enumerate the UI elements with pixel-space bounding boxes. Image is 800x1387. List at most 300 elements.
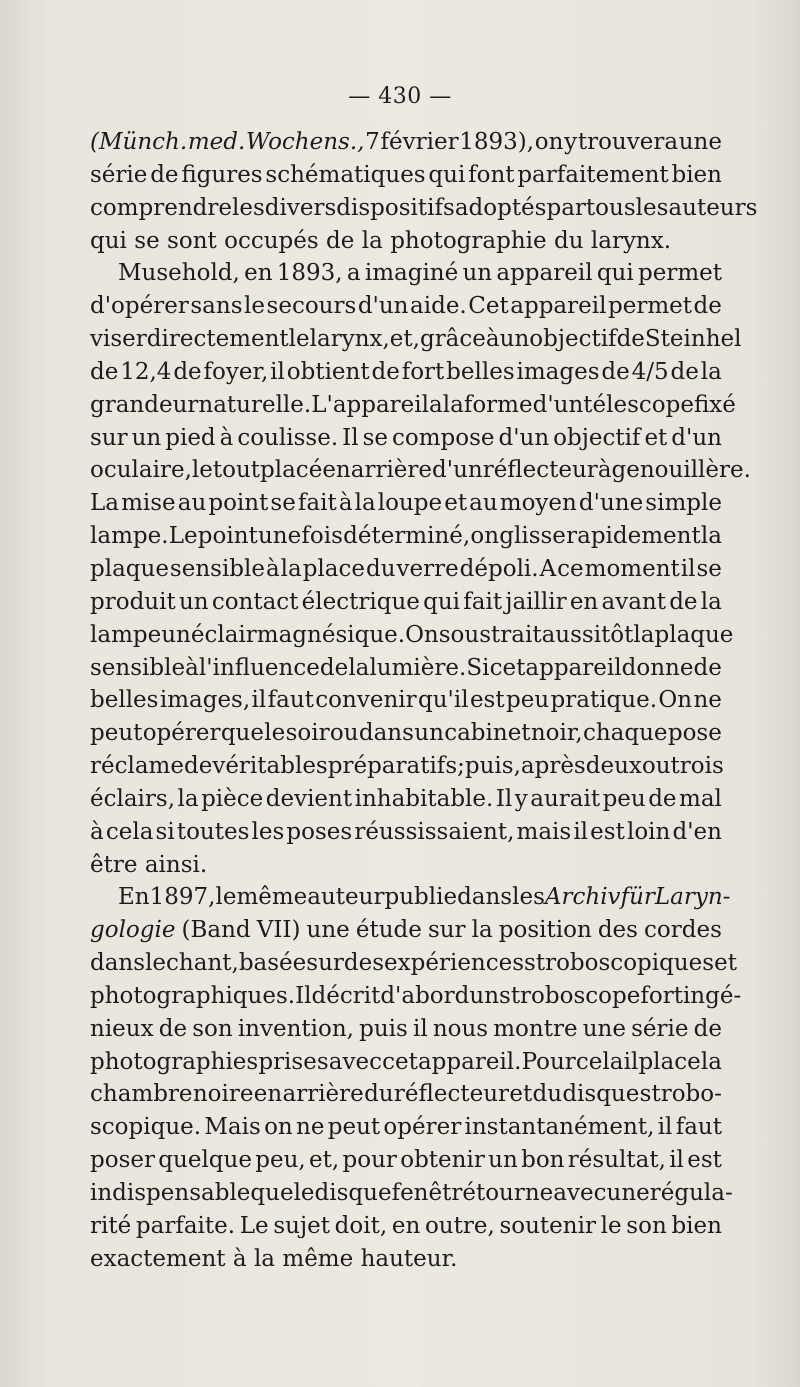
word: en <box>322 457 351 484</box>
word: photographie <box>390 227 547 254</box>
word: on <box>470 523 500 550</box>
word: Si <box>466 654 490 681</box>
word: lampe <box>90 621 162 648</box>
word: bien <box>671 161 722 188</box>
word: la <box>354 490 376 517</box>
word: Il <box>295 982 312 1009</box>
word: hauteur. <box>360 1245 458 1272</box>
word: appareil. <box>417 1048 522 1075</box>
word: peu, <box>255 1147 306 1174</box>
text-line <box>90 389 736 422</box>
word: Le <box>239 1212 269 1239</box>
word: le <box>191 457 213 484</box>
text-line <box>90 225 722 258</box>
word: photographies <box>90 1048 259 1075</box>
text-line <box>90 126 722 159</box>
word: de <box>669 588 698 615</box>
word: faut <box>267 687 314 714</box>
word: dispositifs <box>336 194 455 221</box>
word: convenir <box>315 687 417 714</box>
word: à <box>185 654 199 681</box>
word: contact <box>211 588 299 615</box>
word: de <box>319 654 349 681</box>
word: secours <box>266 293 357 320</box>
word: imaginé <box>364 260 459 287</box>
word: les <box>232 194 265 221</box>
text-line <box>90 783 722 816</box>
word: prises <box>258 1048 329 1075</box>
word: de <box>90 358 119 385</box>
word: 1893, <box>276 260 343 287</box>
word: de <box>183 753 213 780</box>
word: la <box>348 654 370 681</box>
word: des <box>597 917 638 944</box>
text-line <box>90 914 722 947</box>
word: objectif <box>553 424 641 451</box>
word: noir, <box>530 720 583 747</box>
word: déterminé, <box>343 523 471 550</box>
word: a <box>346 260 361 287</box>
word: se <box>696 555 722 582</box>
word: février <box>380 129 459 155</box>
text-line <box>90 520 722 553</box>
word: un <box>178 588 209 615</box>
word: cela <box>575 1048 624 1075</box>
word: Steinhel <box>644 326 742 353</box>
word: éclair <box>190 621 257 648</box>
word: d'opérer <box>90 293 189 320</box>
word: cordes <box>644 917 722 944</box>
word: un <box>131 424 162 451</box>
word: il <box>623 1048 639 1075</box>
word: mal <box>679 785 722 812</box>
word: opérer <box>383 1114 462 1141</box>
word: expériences <box>384 950 525 977</box>
word: arrière <box>282 1081 364 1108</box>
word: fait <box>297 490 337 517</box>
word: pièce <box>201 785 264 812</box>
word: du <box>553 227 584 254</box>
word: arrière <box>350 457 433 484</box>
word: peut <box>90 720 143 747</box>
text-line <box>90 1210 722 1243</box>
word: tous <box>585 194 636 221</box>
word: la <box>633 621 655 648</box>
word: la <box>253 1245 276 1272</box>
word: glisse <box>499 523 566 550</box>
word: Mais <box>204 1114 261 1141</box>
word: moment <box>584 555 680 582</box>
word: se <box>134 227 160 254</box>
word: Archiv <box>544 884 621 911</box>
word: trouvera <box>577 129 679 155</box>
text-line <box>90 619 734 652</box>
word: de <box>693 1015 722 1042</box>
word: le <box>288 326 310 353</box>
word: foyer, <box>203 358 269 385</box>
word: opérer <box>142 720 221 747</box>
word: sur <box>427 917 466 944</box>
word: d'en <box>672 818 722 845</box>
word: un <box>161 621 191 648</box>
word: un <box>469 982 500 1009</box>
word: donne <box>621 654 694 681</box>
word: directement <box>146 326 289 353</box>
word: auteur <box>307 884 385 911</box>
text-line <box>90 881 731 914</box>
word: compose <box>391 424 495 451</box>
word: le <box>145 950 167 977</box>
word: loin <box>626 818 671 845</box>
word: à <box>90 818 104 845</box>
word: qu'il <box>417 687 469 714</box>
word: nous <box>432 1015 489 1042</box>
word: de <box>670 358 699 385</box>
word: le <box>264 720 286 747</box>
word: réclame <box>90 753 184 780</box>
word: chant, <box>166 950 239 977</box>
word: position <box>498 917 592 944</box>
text-line <box>90 1177 733 1210</box>
word: qui <box>596 260 634 287</box>
word: peu <box>602 785 646 812</box>
word: appareil <box>525 654 622 681</box>
word: résultat, <box>567 1147 666 1174</box>
word: de <box>150 161 179 188</box>
word: que <box>220 720 264 747</box>
word: aurait <box>530 785 601 812</box>
text-line <box>90 257 722 290</box>
word: fixé <box>693 391 736 418</box>
word: Le <box>168 523 198 550</box>
word: a <box>429 391 443 418</box>
text-line <box>90 816 722 849</box>
word: la <box>700 523 722 550</box>
word: la <box>280 555 302 582</box>
text-line <box>90 980 742 1013</box>
word: placé <box>260 457 323 484</box>
word: il <box>573 818 589 845</box>
word: Wochens., <box>246 129 365 155</box>
word: photographiques. <box>90 982 296 1009</box>
word: même <box>236 884 308 911</box>
word: VII) <box>256 917 301 944</box>
word: la <box>700 588 722 615</box>
word: pied <box>165 424 216 451</box>
word: Laryn- <box>654 884 731 911</box>
text-line <box>90 487 722 520</box>
word: est <box>590 818 625 845</box>
word: y <box>564 129 578 155</box>
word: permet <box>608 293 692 320</box>
word: poses <box>286 818 353 845</box>
word: lumière. <box>369 654 467 681</box>
word: point <box>197 523 258 550</box>
word: l'influence <box>198 654 320 681</box>
word: il <box>270 358 285 385</box>
word: on <box>264 1114 293 1141</box>
word: ou <box>329 720 359 747</box>
word: cet <box>489 654 526 681</box>
word: série <box>90 161 148 188</box>
word: rité <box>90 1212 132 1239</box>
text-line <box>90 323 742 356</box>
word: cet <box>382 1048 418 1075</box>
word: de <box>601 358 630 385</box>
text-line <box>90 750 722 783</box>
word: la <box>471 917 493 944</box>
word: au <box>177 490 207 517</box>
body-text <box>90 126 758 1276</box>
word: La <box>90 490 119 517</box>
text-line <box>90 947 737 980</box>
word: une <box>582 1015 626 1042</box>
word: qui <box>428 161 466 188</box>
word: éclairs, <box>90 785 176 812</box>
word: mise <box>121 490 176 517</box>
word: exactement <box>90 1245 226 1272</box>
text-line <box>90 1243 722 1276</box>
word: il <box>680 555 696 582</box>
word: dans <box>358 720 414 747</box>
word: magnésique. <box>256 621 406 648</box>
word: tourne <box>475 1180 554 1206</box>
word: d'abord <box>380 982 470 1009</box>
word: outre, <box>424 1212 495 1239</box>
word: grâce <box>419 326 486 353</box>
word: stroboscope <box>499 982 641 1009</box>
word: réflecteur <box>482 457 598 484</box>
word: ingé- <box>682 982 742 1009</box>
word: faut <box>675 1114 722 1141</box>
word: grandeur <box>90 391 199 418</box>
word: moyen <box>499 490 577 517</box>
word: un <box>488 1147 518 1174</box>
word: avant <box>601 588 666 615</box>
word: soustrait <box>438 621 542 648</box>
word: toutes <box>176 818 250 845</box>
word: En <box>118 884 150 911</box>
word: véritables <box>212 753 328 780</box>
word: et <box>644 424 668 451</box>
word: si <box>155 818 175 845</box>
word: décrit <box>311 982 381 1009</box>
text-line <box>90 159 722 192</box>
word: place <box>302 555 365 582</box>
word: en <box>253 1081 283 1108</box>
text-line <box>90 717 722 750</box>
word: med. <box>187 129 246 155</box>
word: L'appareil <box>311 391 430 418</box>
word: aussitôt <box>541 621 634 648</box>
word: puis <box>359 1015 408 1042</box>
word: pose <box>667 720 722 747</box>
word: d'un <box>498 424 550 451</box>
word: fenêtré <box>391 1180 476 1206</box>
word: au <box>469 490 498 517</box>
word: il <box>251 687 267 714</box>
word: larynx, <box>309 326 390 353</box>
word: ainsi. <box>144 851 208 878</box>
word: parfaitement <box>517 161 669 188</box>
word: de <box>693 293 722 320</box>
word: Cet <box>468 293 509 320</box>
word: scopique. <box>90 1114 202 1141</box>
word: 7 <box>365 129 380 155</box>
text-line <box>90 553 722 586</box>
word: d'un <box>432 457 483 484</box>
word: après <box>520 753 586 780</box>
paragraph <box>90 881 742 1275</box>
word: produit <box>90 588 176 615</box>
word: à <box>597 457 612 484</box>
word: il <box>669 1147 684 1174</box>
text-line <box>90 1013 722 1046</box>
word: obtient <box>286 358 370 385</box>
word: soutenir <box>499 1212 596 1239</box>
word: deux <box>585 753 642 780</box>
word: de <box>648 785 677 812</box>
word: stroboscopiques <box>524 950 715 977</box>
word: du <box>365 555 396 582</box>
word: d'un <box>357 293 409 320</box>
word: les <box>251 818 285 845</box>
word: On <box>405 621 439 648</box>
word: y <box>514 785 528 812</box>
word: la <box>361 227 383 254</box>
text-line <box>90 422 722 455</box>
text-line <box>90 586 722 619</box>
word: du <box>532 1081 563 1108</box>
word: obtenir <box>400 1147 485 1174</box>
word: (Band <box>181 917 251 944</box>
word: trois <box>670 753 724 780</box>
word: peut <box>327 1114 381 1141</box>
word: à <box>338 490 353 517</box>
word: fort <box>401 358 445 385</box>
word: à <box>485 326 500 353</box>
paragraph <box>90 257 751 881</box>
word: du <box>364 1081 394 1108</box>
word: il <box>412 1015 428 1042</box>
word: une <box>678 129 722 155</box>
word: point <box>208 490 269 517</box>
word: bon <box>521 1147 565 1174</box>
word: gologie <box>90 917 176 944</box>
word: et <box>714 950 737 977</box>
word: chaque <box>582 720 668 747</box>
word: que <box>250 1180 294 1206</box>
word: pour <box>342 1147 397 1174</box>
word: 1897, <box>149 884 216 911</box>
word: pratique. <box>550 687 658 714</box>
word: à <box>265 555 280 582</box>
word: de <box>371 358 400 385</box>
word: oculaire, <box>90 457 192 484</box>
word: disque <box>314 1180 392 1206</box>
word: se <box>362 424 388 451</box>
word: en <box>391 1212 421 1239</box>
word: d'un <box>532 391 584 418</box>
word: les <box>512 884 545 911</box>
word: dépoli. <box>459 555 539 582</box>
word: auteurs <box>668 194 758 221</box>
word: se <box>270 490 296 517</box>
text-line <box>90 652 722 685</box>
word: régula- <box>649 1180 733 1206</box>
text-line <box>90 356 722 389</box>
word: cabinet <box>444 720 531 747</box>
word: un <box>499 326 530 353</box>
word: mais <box>516 818 572 845</box>
word: par <box>546 194 586 221</box>
word: qui <box>90 227 127 254</box>
word: publie <box>384 884 458 911</box>
word: larynx. <box>590 227 672 254</box>
word: de <box>173 358 202 385</box>
word: images <box>516 358 600 385</box>
text-line <box>90 1111 722 1144</box>
word: Il <box>342 424 359 451</box>
word: sensible <box>169 555 265 582</box>
word: 1893), <box>459 129 535 155</box>
word: est <box>687 1147 722 1174</box>
word: ou <box>641 753 671 780</box>
word: soir <box>285 720 330 747</box>
word: le <box>293 1180 315 1206</box>
text-line <box>90 1078 722 1111</box>
word: ce <box>557 555 584 582</box>
word: quelque <box>158 1147 252 1174</box>
word: peu <box>505 687 550 714</box>
word: verre <box>396 555 459 582</box>
word: plaque <box>90 555 169 582</box>
word: sans <box>190 293 243 320</box>
word: indispensable <box>90 1180 251 1206</box>
text-line <box>90 1046 722 1079</box>
word: télescope <box>583 391 694 418</box>
word: de <box>693 654 722 681</box>
word: et, <box>389 326 420 353</box>
word: une <box>306 917 350 944</box>
word: qui <box>423 588 461 615</box>
word: le <box>215 884 237 911</box>
word: la <box>700 358 722 385</box>
word: de <box>616 326 645 353</box>
word: bien <box>671 1212 722 1239</box>
text-line <box>90 684 722 717</box>
text-line <box>90 1144 722 1177</box>
word: coulisse. <box>237 424 339 451</box>
word: des <box>343 950 385 977</box>
word: et <box>444 490 468 517</box>
word: puis, <box>464 753 521 780</box>
word: une <box>257 523 302 550</box>
text-line <box>90 290 722 323</box>
word: divers <box>264 194 337 221</box>
word: nieux <box>90 1015 154 1042</box>
word: même <box>282 1245 354 1272</box>
word: un <box>414 720 444 747</box>
word: font <box>468 161 515 188</box>
word: la <box>177 785 199 812</box>
word: aide. <box>410 293 467 320</box>
word: Musehold, <box>118 260 240 287</box>
word: disque <box>562 1081 640 1108</box>
word: à <box>219 424 234 451</box>
word: la <box>442 391 464 418</box>
word: en <box>569 588 599 615</box>
